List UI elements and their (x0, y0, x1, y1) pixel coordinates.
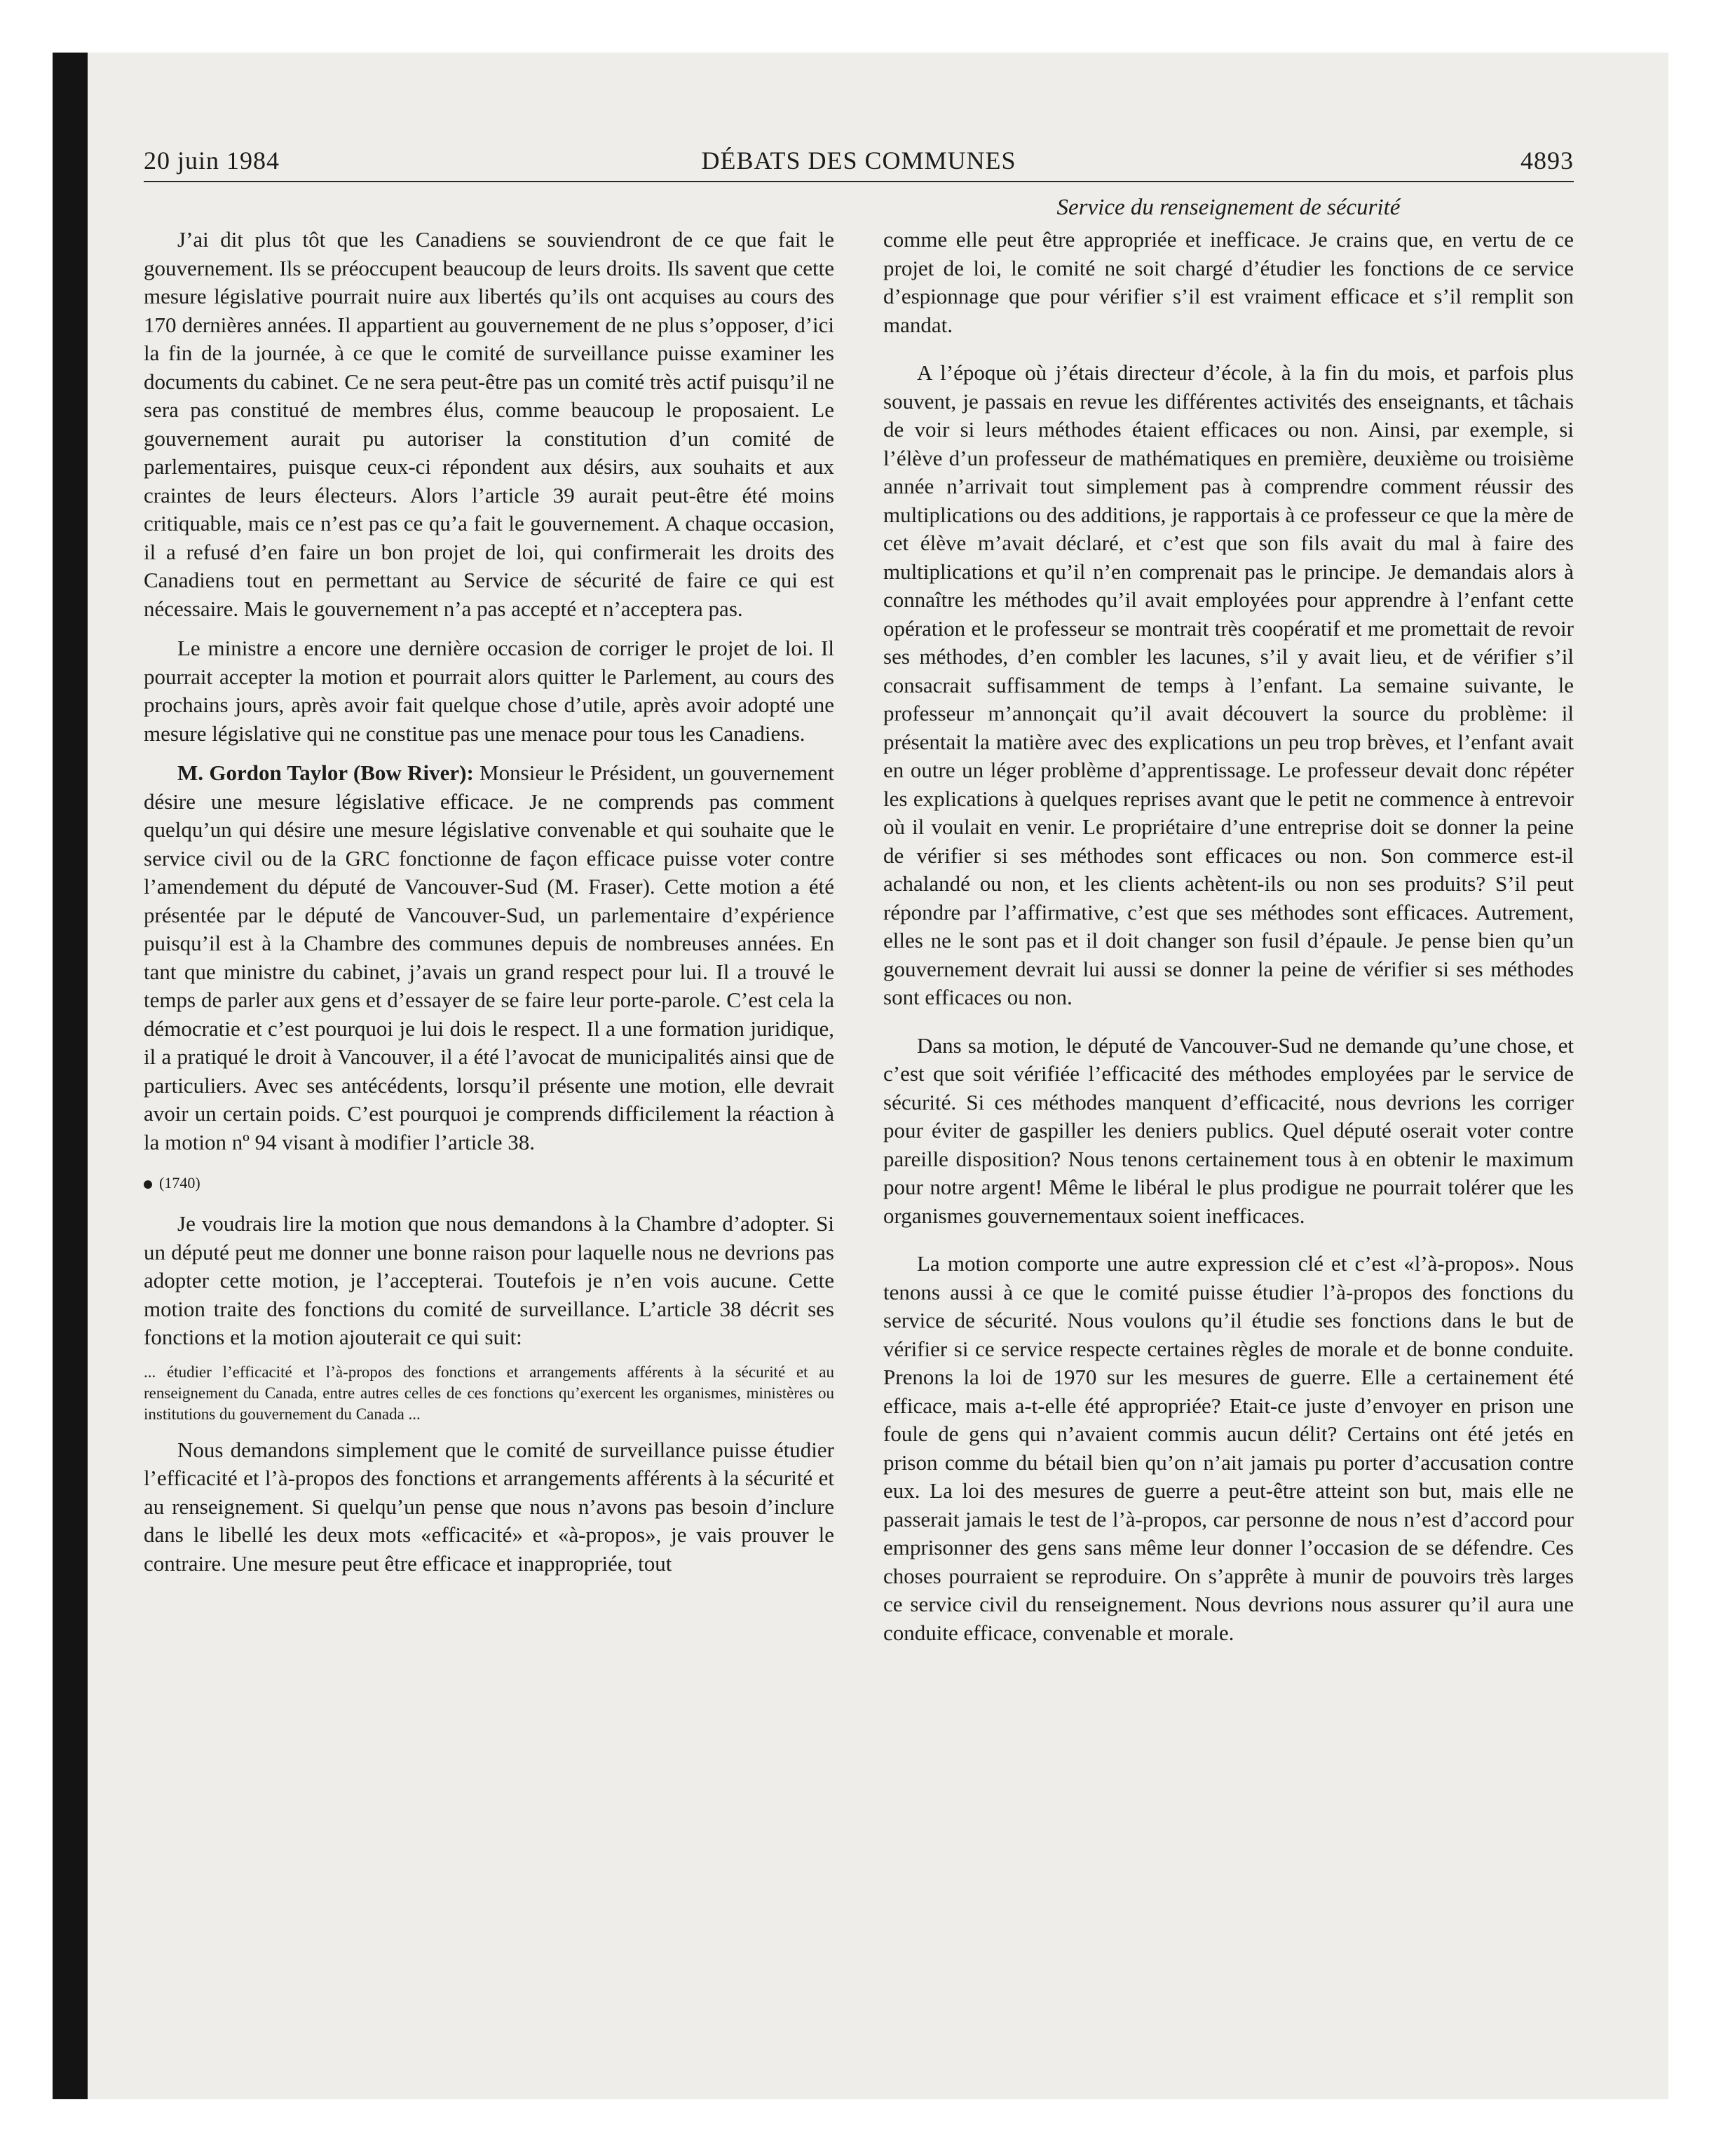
time-stamp (144, 1169, 834, 1197)
speaker-name: M. Gordon Taylor (Bow River): (177, 760, 474, 785)
left-column (144, 226, 834, 1578)
document-content (144, 140, 1574, 1645)
header-date: 20 juin 1984 (144, 146, 280, 175)
paragraph: La motion comporte une autre expression clé et c’est «l’à-propos». Nous tenons aussi à ce que le comité puisse étudier l’à-propos des fonctions du service de sécurité. Nous voulons qu’il étudie ses fonctions dans le but de vérifier si ce service respecte certaines règles de morale et de bonne conduite. Prenons la loi de 1970 sur les mesures de guerre. Elle a certainement été efficace, mais a-t-elle été appropriée? Etait-ce juste d’envoyer en prison une foule de gens qui n’avaient commis aucun délit? Certains ont été jetés en prison comme du bétail bien qu’on n’ait jamais pu porter d’accusation contre eux. La loi des mesures de guerre a peut-être atteint son but, mais elle ne passerait jamais le test de l’à-propos, car personne de nous n’est d’accord pour emprisonner des gens sans même leur donner l’occasion de se défendre. Ces choses pourraient se reproduire. On s’apprête à munir de pouvoirs très larges ce service civil du renseignement. Nous devrions nous assurer qu’il aura une conduite efficace, convenable et morale. (883, 1251, 1574, 1645)
page-header (144, 140, 1574, 182)
bullet-icon (144, 1180, 152, 1189)
paragraph: Dans sa motion, le député de Vancouver-Sud ne demande qu’une chose, et c’est que soit vérifiée l’efficacité des méthodes employées par le service de sécurité. Si ces méthodes manquent d’efficacité, nous devrions les corriger pour éviter de gaspiller les deniers publics. Quel député oserait voter contre pareille disposition? Nous tenons certainement tous à en obtenir le maximum pour notre argent! Même le libéral le plus prodigue ne pourrait tolérer que les organismes gouvernementaux soient inefficaces. (883, 1032, 1574, 1228)
paragraph: Le ministre a encore une dernière occasion de corriger le projet de loi. Il pourrait accepter la motion et pourrait alors quitter le Parlement, au cours des prochains jours, après avoir fait quelque chose d’utile, après avoir adopté une mesure législative qui ne constitue pas une menace pour tous les Canadiens. (144, 636, 834, 746)
right-column (883, 226, 1574, 1647)
paragraph: Nous demandons simplement que le comité de surveillance puisse étudier l’efficacité et l’à-propos des fonctions et arrangements afférents à la sécurité et au renseignement. Si quelqu’un pense que nous n’avons pas besoin d’inclure dans le libellé les deux mots «efficacité» et «à-propos», je vais prouver le contraire. Une mesure peut être efficace et inappropriée, tout (144, 1437, 834, 1576)
paragraph: J’ai dit plus tôt que les Canadiens se souviendront de ce que fait le gouvernement. Ils se préoccupent beaucoup de leurs droits. Ils savent que cette mesure législative pourrait nuire aux libertés qu’ils ont acquises au cours des 170 dernières années. Il appartient au gouvernement de ne plus s’opposer, d’ici la fin de la journée, à ce que le comité de surveillance puisse examiner les documents du cabinet. Ce ne sera peut-être pas un comité très actif puisqu’il ne sera pas constitué de membres élus, comme beaucoup le proposaient. Le gouvernement aurait pu autoriser la constitution d’un comité de parlementaires, puisque ceux-ci répondent aux désirs, aux souhaits et aux craintes de leurs électeurs. Alors l’article 39 aurait peut-être été moins critiquable, mais ce n’est pas ce qu’a fait le gouvernement. A chaque occasion, il a refusé d’en faire un bon projet de loi, qui confirmerait les droits des Canadiens tout en permettant au Service de sécurité de faire ce qui est nécessaire. Mais le gouvernement n’a pas accepté et n’acceptera pas. (144, 227, 834, 621)
block-quote: ... étudier l’efficacité et l’à-propos des fonctions et arrangements afférents à la sécurité et au renseignement du Canada, entre autres celles de ces fonctions qu’exercent les organismes, ministères ou institutions du gouvernement du Canada ... (144, 1363, 834, 1423)
paragraph: Je voudrais lire la motion que nous demandons à la Chambre d’adopter. Si un député peut me donner une bonne raison pour laquelle nous ne devrions pas adopter cette motion, je l’accepterai. Toutefois je n’en vois aucune. Cette motion traite des fonctions du comité de surveillance. L’article 38 décrit ses fonctions et la motion ajouterait ce qui suit: (144, 1211, 834, 1349)
speech-text: Monsieur le Président, un gouvernement désire une mesure législative efficace. Je ne comprends pas comment quelqu’un qui désire une mesure législative convenable et qui souhaite que le service civil ou de la GRC fonctionne de façon efficace puisse voter contre l’amendement du député de Vancouver-Sud (M. Fraser). Cette motion a été présentée par le député de Vancouver-Sud, un parlementaire d’expérience puisqu’il est à la Chambre des communes depuis de nombreuses années. En tant que ministre du cabinet, j’avais un grand respect pour lui. Il a trouvé le temps de parler aux gens et d’essayer de se faire leur porte-parole. C’est cela la démocratie et c’est pourquoi je lui dois le respect. Il a une formation juridique, il a pratiqué le droit à Vancouver, il a été l’avocat de municipalités ainsi que de particuliers. Avec ses antécédents, lorsqu’il présente une motion, elle devrait avoir un certain poids. C’est pourquoi je comprends difficilement la réaction à la motion nº 94 visant à modifier l’article 38. (144, 760, 834, 1154)
running-subject: Service du renseignement de sécurité (1056, 195, 1401, 220)
paragraph: A l’époque où j’étais directeur d’école, à la fin du mois, et parfois plus souvent, je passais en revue les différentes activités des enseignants, et tâchais de voir si leurs méthodes étaient efficaces ou non. Ainsi, par exemple, si l’élève d’un professeur de mathématiques en première, deuxième ou troisième année n’arrivait tout simplement pas à comprendre comment réussir des multiplications ou des additions, je rapportais à ce professeur ce que la mère de cet élève m’avait déclaré, et c’est que son fils avait du mal à faire des multiplications et qu’il n’en comprenait pas le principe. Je demandais alors à connaître les méthodes qu’il avait employées pour apprendre à l’enfant cette opération et le professeur se montrait très coopératif et me promettait de revoir ses méthodes, d’en combler les lacunes, s’il y avait lieu, et de vérifier s’il consacrait suffisamment de temps à l’enfant. La semaine suivante, le professeur m’annonçait qu’il avait découvert la source du problème: il présentait la matière avec des explications un peu trop brèves, et l’enfant avait en outre un léger problème d’apprentissage. Le professeur devait donc répéter les explications à quelques reprises avant que le petit ne commence à entrevoir où il voulait en venir. Le propriétaire d’une entreprise doit se donner la peine de vérifier si ses méthodes sont efficaces ou non. Son commerce est-il achalandé ou non, et les clients achètent-ils ou non ses produits? S’il peut répondre par l’affirmative, c’est que ses méthodes sont efficaces. Autrement, elles ne le sont pas et il doit changer son fusil d’épaule. Je pense bien qu’un gouvernement devrait lui aussi se donner la peine de vérifier si ses méthodes sont efficaces ou non. (883, 360, 1574, 1009)
time-stamp-text: (1740) (159, 1174, 200, 1192)
page-number: 4893 (1520, 146, 1574, 175)
paragraph: comme elle peut être appropriée et inefficace. Je crains que, en vertu de ce projet de loi, le comité ne soit chargé d’étudier les fonctions de ce service d’espionnage que pour vérifier s’il est vraiment efficace et s’il remplit son mandat. (883, 227, 1574, 337)
speech-paragraph (144, 759, 834, 1157)
scan-border (53, 53, 88, 2099)
header-title: DÉBATS DES COMMUNES (701, 146, 1016, 175)
